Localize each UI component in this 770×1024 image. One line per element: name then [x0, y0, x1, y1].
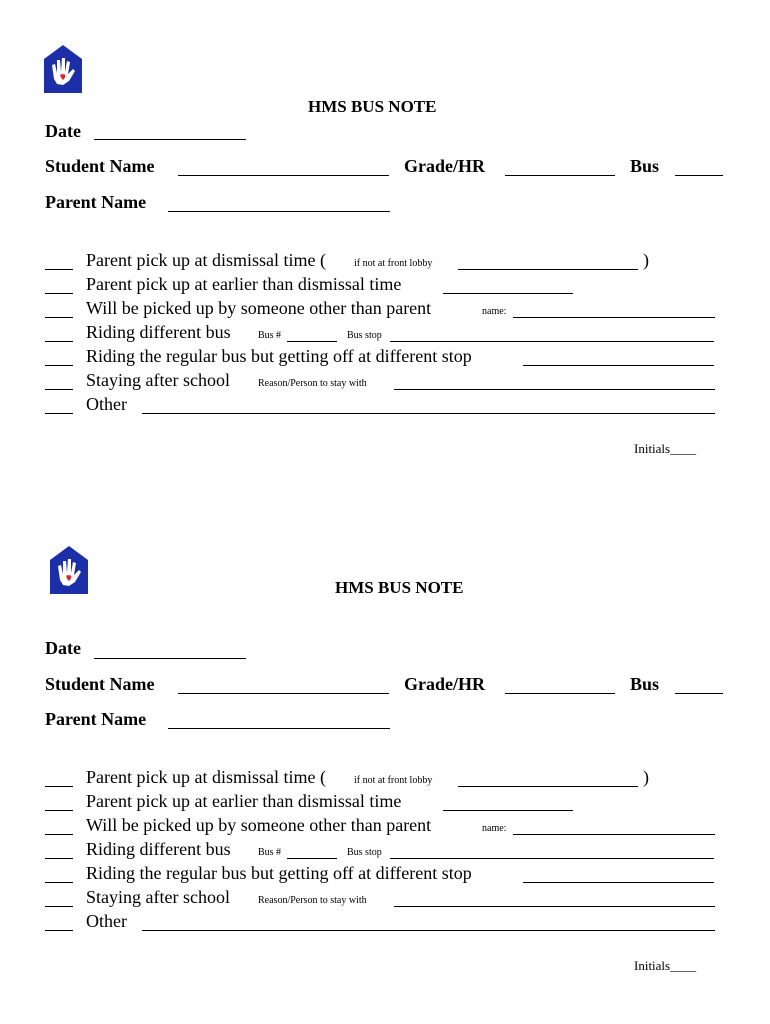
date-label: Date	[45, 121, 81, 141]
checkbox-line[interactable]	[45, 413, 73, 414]
option-note: Reason/Person to stay with	[258, 895, 367, 906]
student-name-label: Student Name	[45, 156, 155, 176]
option-label: Parent pick up at earlier than dismissal time	[86, 791, 402, 811]
initials-label: Initials____	[634, 441, 697, 456]
option-field[interactable]	[142, 930, 715, 931]
checkbox-line[interactable]	[45, 341, 73, 342]
checkbox-line[interactable]	[45, 810, 73, 811]
date-field[interactable]	[94, 658, 246, 659]
grade-hr-label: Grade/HR	[404, 674, 485, 694]
option-field[interactable]	[390, 341, 714, 342]
parent-name-field[interactable]	[168, 728, 390, 729]
option-field[interactable]	[287, 858, 337, 859]
student-name-field[interactable]	[178, 693, 389, 694]
hand-heart-logo-icon	[44, 45, 82, 93]
option-note: name:	[482, 306, 507, 317]
option-label: Will be picked up by someone other than parent	[86, 298, 432, 318]
checkbox-line[interactable]	[45, 365, 73, 366]
option-label: Riding different bus	[86, 322, 231, 342]
close-paren: )	[643, 250, 649, 270]
checkbox-line[interactable]	[45, 389, 73, 390]
close-paren: )	[643, 767, 649, 787]
checkbox-line[interactable]	[45, 858, 73, 859]
checkbox-line[interactable]	[45, 834, 73, 835]
option-field[interactable]	[443, 293, 573, 294]
parent-name-label: Parent Name	[45, 709, 147, 729]
option-label: Parent pick up at earlier than dismissal time	[86, 274, 402, 294]
parent-name-field[interactable]	[168, 211, 390, 212]
option-field[interactable]	[394, 389, 715, 390]
checkbox-line[interactable]	[45, 906, 73, 907]
option-label: Staying after school	[86, 370, 230, 390]
option-field[interactable]	[287, 341, 337, 342]
checkbox-line[interactable]	[45, 293, 73, 294]
grade-hr-field[interactable]	[505, 693, 615, 694]
option-field[interactable]	[523, 365, 714, 366]
option-note: Bus #	[258, 330, 282, 341]
option-field[interactable]	[513, 834, 715, 835]
option-label: Parent pick up at dismissal time (	[86, 250, 326, 270]
grade-hr-label: Grade/HR	[404, 156, 485, 176]
date-field[interactable]	[94, 139, 246, 140]
option-label: Riding different bus	[86, 839, 231, 859]
bus-field[interactable]	[675, 693, 723, 694]
bus-label: Bus	[630, 156, 660, 176]
option-field[interactable]	[458, 786, 638, 787]
date-label: Date	[45, 638, 81, 658]
initials-label: Initials____	[634, 958, 697, 973]
option-note: Bus #	[258, 847, 282, 858]
grade-hr-field[interactable]	[505, 175, 615, 176]
checkbox-line[interactable]	[45, 882, 73, 883]
option-label: Parent pick up at dismissal time (	[86, 767, 326, 787]
option-note: name:	[482, 823, 507, 834]
option-note: if not at front lobby	[354, 775, 433, 786]
student-name-label: Student Name	[45, 674, 155, 694]
option-field[interactable]	[394, 906, 715, 907]
option-label: Riding the regular bus but getting off at different stop	[86, 346, 472, 366]
option-field[interactable]	[523, 882, 714, 883]
checkbox-line[interactable]	[45, 930, 73, 931]
hand-heart-logo-icon	[50, 546, 88, 594]
option-label: Other	[86, 394, 127, 414]
bus-field[interactable]	[675, 175, 723, 176]
option-note: Bus stop	[347, 847, 382, 858]
option-label: Will be picked up by someone other than parent	[86, 815, 432, 835]
note-title: HMS BUS NOTE	[308, 97, 437, 116]
option-label: Riding the regular bus but getting off at different stop	[86, 863, 472, 883]
option-field[interactable]	[458, 269, 638, 270]
bus-note-2	[0, 512, 770, 1024]
option-note: Reason/Person to stay with	[258, 378, 367, 389]
student-name-field[interactable]	[178, 175, 389, 176]
checkbox-line[interactable]	[45, 269, 73, 270]
option-field[interactable]	[390, 858, 714, 859]
option-note: if not at front lobby	[354, 258, 433, 269]
bus-label: Bus	[630, 674, 660, 694]
option-label: Staying after school	[86, 887, 230, 907]
option-field[interactable]	[513, 317, 715, 318]
checkbox-line[interactable]	[45, 786, 73, 787]
checkbox-line[interactable]	[45, 317, 73, 318]
option-label: Other	[86, 911, 127, 931]
option-note: Bus stop	[347, 330, 382, 341]
parent-name-label: Parent Name	[45, 192, 147, 212]
option-field[interactable]	[142, 413, 715, 414]
note-title: HMS BUS NOTE	[335, 578, 464, 597]
option-field[interactable]	[443, 810, 573, 811]
